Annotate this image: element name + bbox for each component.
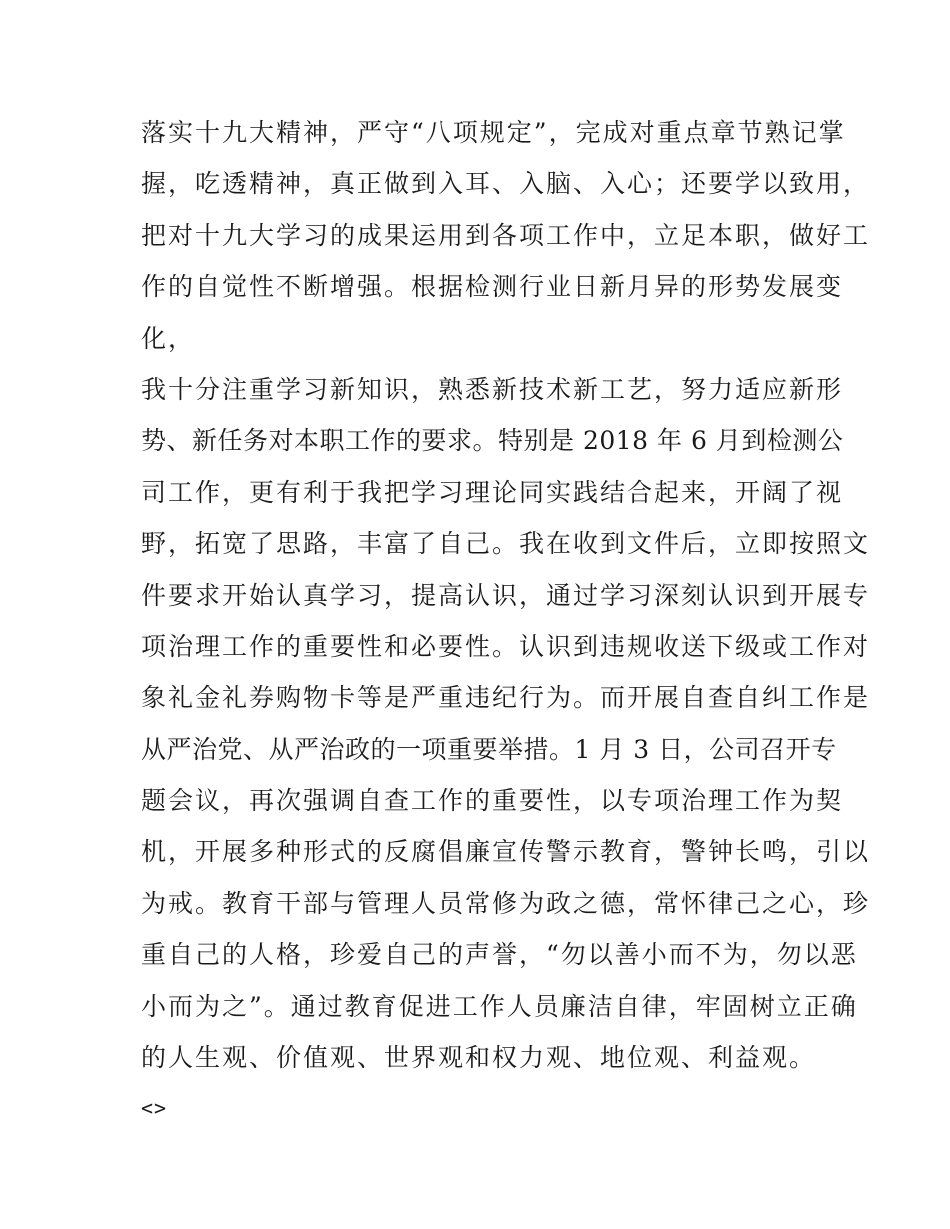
text-line-2: 握，吃透精神，真正做到入耳、入脑、入心；还要学以致用， — [141, 169, 871, 199]
text-line-9: 野，拓宽了思路，丰富了自己。我在收到文件后，立即按照文 — [141, 529, 871, 559]
text-line-8: 司工作，更有利于我把学习理论同实践结合起来，开阔了视 — [141, 477, 844, 507]
text-line-17: 重自己的人格，珍爱自己的声誉，“勿以善小而不为，勿以恶 — [141, 940, 858, 970]
body-text — [141, 107, 871, 1135]
text-line-18: 小而为之”。通过教育促进工作人员廉洁自律，牢固树立正确 — [141, 991, 858, 1021]
text-line-16: 为戒。教育干部与管理人员常修为政之德，常怀律己之心，珍 — [141, 888, 871, 918]
text-line-10: 件要求开始认真学习，提高认识，通过学习深刻认识到开展专 — [141, 580, 871, 610]
text-line-14: 题会议，再次强调自查工作的重要性，以专项治理工作为契 — [141, 786, 844, 816]
text-line-6: 我十分注重学习新知识，熟悉新技术新工艺，努力适应新形 — [141, 374, 844, 404]
text-line-7: 势、新任务对本职工作的要求。特别是 2018 年 6 月到检测公 — [141, 426, 844, 456]
text-line-4: 作的自觉性不断增强。根据检测行业日新月异的形势发展变 — [141, 272, 844, 302]
text-line-13: 从严治党、从严治政的一项重要举措。1 月 3 日，公司召开专 — [141, 734, 837, 764]
text-line-12: 象礼金礼券购物卡等是严重违纪行为。而开展自查自纠工作是 — [141, 683, 871, 713]
text-line-3: 把对十九大学习的成果运用到各项工作中，立足本职，做好工 — [141, 220, 871, 250]
text-line-5: 化， — [141, 323, 196, 353]
end-marker: <> — [141, 1096, 168, 1121]
text-line-19: 的人生观、价值观、世界观和权力观、地位观、利益观。 — [141, 1043, 817, 1073]
text-line-1: 落实十九大精神，严守“八项规定”，完成对重点章节熟记掌 — [141, 118, 846, 147]
text-line-15: 机，开展多种形式的反腐倡廉宣传警示教育，警钟长鸣，引以 — [141, 837, 871, 867]
text-line-11: 项治理工作的重要性和必要性。认识到违规收送下级或工作对 — [141, 631, 871, 661]
